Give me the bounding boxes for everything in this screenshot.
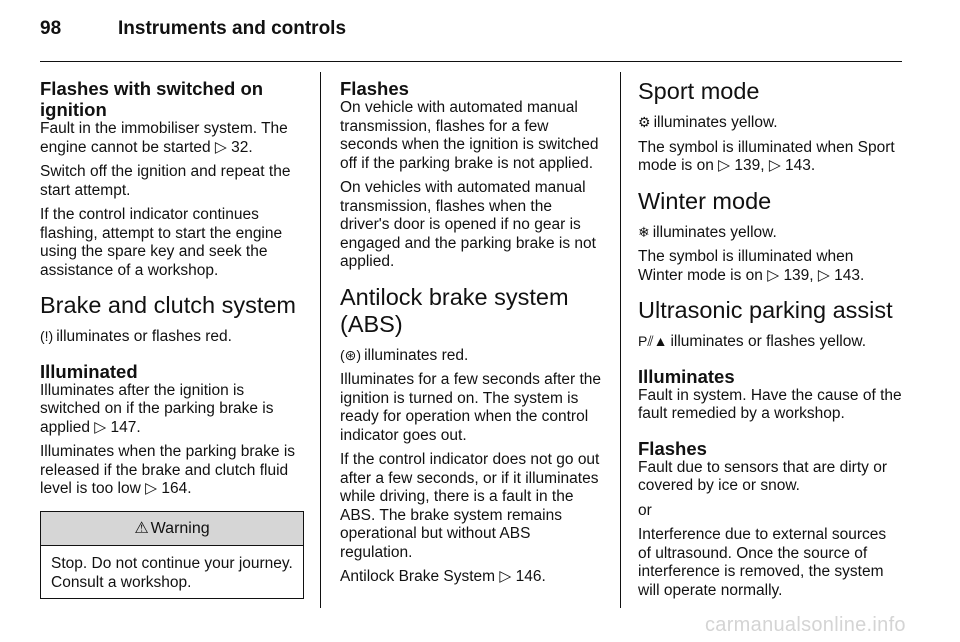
paragraph: On vehicles with automated manual transmission, flashes when the driver's door is opened if no gear is engaged and the parking brake is not applied.	[340, 179, 596, 270]
paragraph: Fault in the immobiliser system. The engine cannot be started ▷ 32.	[40, 120, 288, 156]
icon-line: ⚙ illuminates yellow.	[638, 114, 778, 131]
parking-assist-icon: P⫽▲	[638, 333, 668, 349]
icon-line: ❄ illuminates yellow.	[638, 223, 777, 241]
page-header	[40, 18, 346, 40]
paragraph: Illuminates for a few seconds after the ignition is turned on. The system is ready for operation when the control indicator goes out.	[340, 371, 602, 444]
column-divider-2	[620, 72, 621, 608]
paragraph: Switch off the ignition and repeat the start attempt.	[40, 163, 291, 199]
watermark: carmanualsonline.info	[705, 614, 906, 636]
brake-warning-icon: (!)	[40, 328, 54, 344]
snowflake-icon: ❄	[638, 223, 650, 240]
paragraph: If the control indicator continues flashing, attempt to start the engine using the spare key and seek the assistance of a workshop.	[40, 206, 283, 279]
paragraph: Illuminates after the ignition is switched on if the parking brake is applied ▷ 147.	[40, 381, 274, 436]
subsection-title-illuminated: Illuminated	[40, 360, 138, 382]
section-title-flashes: Flashes	[340, 78, 409, 99]
warning-triangle-icon: ⚠	[134, 519, 149, 537]
section-title-sport: Sport mode	[638, 78, 760, 104]
paragraph: The symbol is illuminated when Winter mode is on ▷ 139, ▷ 143.	[638, 248, 865, 284]
paragraph: Antilock Brake System ▷ 146.	[340, 568, 546, 585]
column-3	[638, 78, 902, 606]
paragraph: or	[638, 501, 652, 519]
header-divider	[40, 61, 902, 62]
sport-mode-icon: ⚙	[638, 114, 651, 130]
column-1	[40, 78, 304, 599]
paragraph: On vehicle with automated manual transmission, flashes for a few seconds when the ignition is switched off if the parking brake is not applied.	[340, 99, 599, 172]
paragraph: The symbol is illuminated when Sport mode is on ▷ 139, ▷ 143.	[638, 138, 895, 174]
section-title-abs: Antilock brake system (ABS)	[340, 283, 569, 337]
paragraph: If the control indicator does not go out after a few seconds, or if it illuminates while driving, there is a fault in the ABS. The brake system remains operational but without ABS regulation.	[340, 451, 600, 561]
subsection-title-flashes: Flashes	[638, 437, 707, 459]
icon-line: (⊛) illuminates red.	[340, 346, 469, 364]
warning-text: Stop. Do not continue your journey. Consult a workshop.	[51, 555, 293, 591]
subsection-title-illuminates: Illuminates	[638, 365, 735, 387]
column-2	[340, 78, 604, 593]
paragraph: Interference due to external sources of ultrasound. Once the source of interference is removed, the system will operate normally.	[638, 526, 887, 599]
section-title-brake-clutch: Brake and clutch system	[40, 292, 296, 318]
page-title: Instruments and controls	[118, 18, 347, 39]
warning-box	[40, 511, 304, 600]
section-title-flashes-ignition: Flashes with switched on ignition	[40, 78, 264, 120]
warning-header: ⚠ Warning	[41, 512, 303, 547]
abs-icon: (⊛)	[340, 346, 362, 363]
column-divider-1	[320, 72, 321, 608]
paragraph: Fault in system. Have the cause of the fault remedied by a workshop.	[638, 386, 902, 422]
icon-line: (!) illuminates or flashes red.	[40, 328, 232, 345]
paragraph: Illuminates when the parking brake is released if the brake and clutch fluid level is too low ▷ 164.	[40, 443, 296, 497]
icon-line: P⫽▲ illuminates or flashes yellow.	[638, 333, 867, 350]
section-title-parking: Ultrasonic parking assist	[638, 297, 893, 323]
section-title-winter: Winter mode	[638, 187, 772, 214]
paragraph: Fault due to sensors that are dirty or covered by ice or snow.	[638, 458, 887, 494]
page-number: 98	[40, 18, 62, 39]
